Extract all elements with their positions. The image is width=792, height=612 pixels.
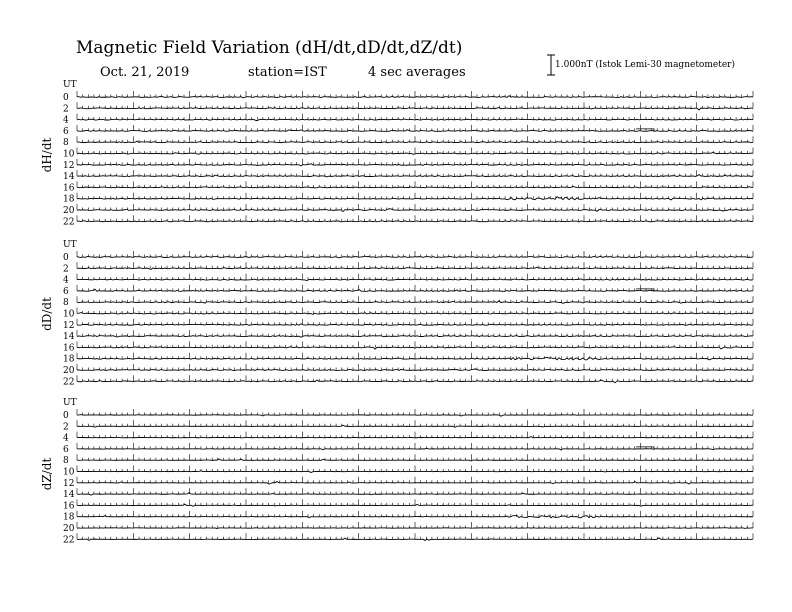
hour-tick-label: 16 xyxy=(63,343,75,354)
time-ticks xyxy=(77,204,753,210)
hour-tick-label: 22 xyxy=(63,535,75,546)
hour-tick-label: 12 xyxy=(63,160,75,171)
hour-tick-label: 0 xyxy=(63,93,69,103)
hour-tick-label: 20 xyxy=(63,366,75,376)
hour-tick-label: 2 xyxy=(63,264,69,275)
time-ticks xyxy=(77,262,753,268)
scale-bar-label: 1.000nT (Istok Lemi-30 magnetometer) xyxy=(555,60,735,70)
time-ticks xyxy=(77,522,753,528)
time-ticks xyxy=(77,488,753,494)
hour-tick-label: 22 xyxy=(63,377,75,388)
hour-tick-label: 0 xyxy=(63,253,69,263)
time-ticks xyxy=(77,274,753,280)
hour-tick-label: 6 xyxy=(63,126,69,137)
time-ticks xyxy=(77,432,753,438)
hour-tick-label: 18 xyxy=(63,354,75,365)
time-ticks xyxy=(77,319,753,325)
time-ticks xyxy=(77,148,753,154)
time-ticks xyxy=(77,125,753,131)
time-ticks xyxy=(77,170,753,176)
time-ticks xyxy=(77,136,753,142)
time-ticks xyxy=(77,454,753,460)
time-ticks xyxy=(77,330,753,336)
time-ticks xyxy=(77,251,753,257)
hour-tick-label: 20 xyxy=(63,524,75,534)
time-ticks xyxy=(77,409,753,415)
hour-tick-label: 4 xyxy=(63,433,69,444)
hour-tick-label: 18 xyxy=(63,194,75,205)
time-ticks xyxy=(77,193,753,199)
ut-label: UT xyxy=(63,80,77,90)
hour-tick-label: 10 xyxy=(63,467,75,478)
hour-tick-label: 10 xyxy=(63,309,75,320)
time-ticks xyxy=(77,466,753,472)
time-ticks xyxy=(77,375,753,381)
time-ticks xyxy=(77,285,753,291)
hour-tick-label: 2 xyxy=(63,104,69,115)
time-ticks xyxy=(77,102,753,108)
date-label: Oct. 21, 2019 xyxy=(100,65,190,80)
time-ticks xyxy=(77,443,753,449)
hour-tick-label: 2 xyxy=(63,422,69,433)
time-ticks xyxy=(77,91,753,97)
time-ticks xyxy=(77,215,753,221)
time-ticks xyxy=(77,181,753,187)
hour-tick-label: 16 xyxy=(63,501,75,512)
hour-tick-label: 8 xyxy=(63,456,69,467)
time-ticks xyxy=(77,364,753,370)
ut-label: UT xyxy=(63,398,77,408)
hour-tick-label: 6 xyxy=(63,444,69,455)
hour-tick-label: 10 xyxy=(63,149,75,160)
station-label: station=IST xyxy=(248,65,327,80)
hour-tick-label: 16 xyxy=(63,183,75,194)
hour-tick-label: 18 xyxy=(63,512,75,523)
time-ticks xyxy=(77,114,753,120)
time-ticks xyxy=(77,341,753,347)
time-ticks xyxy=(77,353,753,359)
hour-tick-label: 20 xyxy=(63,206,75,216)
time-ticks xyxy=(77,499,753,505)
hour-tick-label: 0 xyxy=(63,411,69,421)
hour-tick-label: 12 xyxy=(63,478,75,489)
hour-tick-label: 8 xyxy=(63,138,69,149)
time-ticks xyxy=(77,533,753,539)
chart-title: Magnetic Field Variation (dH/dt,dD/dt,dZ/dt) xyxy=(76,38,463,58)
hour-tick-label: 14 xyxy=(63,172,75,183)
hour-tick-label: 6 xyxy=(63,286,69,297)
time-ticks xyxy=(77,308,753,314)
hour-tick-label: 4 xyxy=(63,115,69,126)
panel-axis-label: dH/dt xyxy=(40,137,54,173)
hour-tick-label: 14 xyxy=(63,490,75,501)
time-ticks xyxy=(77,159,753,165)
hour-tick-label: 14 xyxy=(63,332,75,343)
time-ticks xyxy=(77,420,753,426)
time-ticks xyxy=(77,511,753,517)
hour-tick-label: 12 xyxy=(63,320,75,331)
averaging-label: 4 sec averages xyxy=(368,65,466,80)
time-ticks xyxy=(77,477,753,483)
hour-tick-label: 4 xyxy=(63,275,69,286)
ut-label: UT xyxy=(63,240,77,250)
panel-axis-label: dD/dt xyxy=(40,297,54,331)
time-ticks xyxy=(77,296,753,302)
panel-axis-label: dZ/dt xyxy=(40,457,54,491)
hour-tick-label: 8 xyxy=(63,298,69,309)
hour-tick-label: 22 xyxy=(63,217,75,228)
